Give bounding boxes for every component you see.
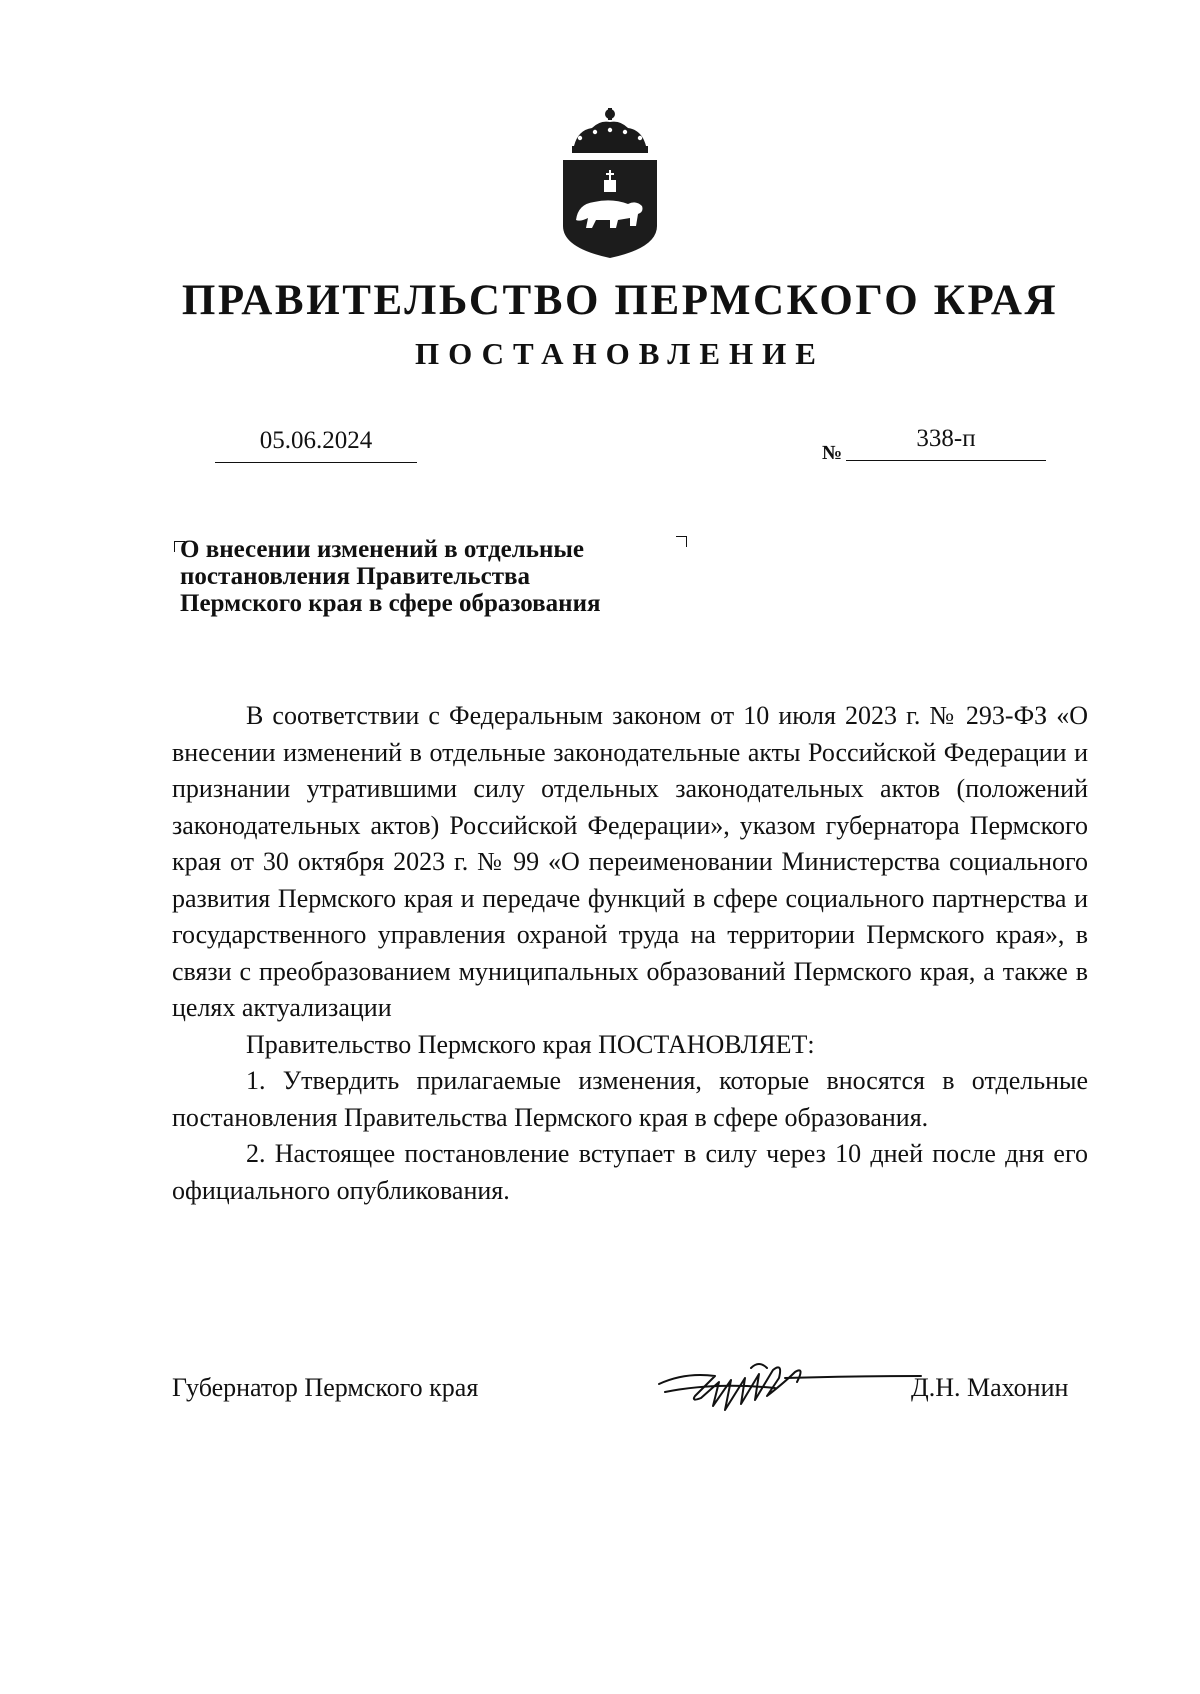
document-body (172, 698, 1088, 1209)
document-subject (180, 536, 700, 617)
coat-of-arms-icon (560, 108, 660, 260)
subject-line: О внесении изменений в отдельные (180, 536, 585, 563)
subject-line: Пермского края в сфере образования (180, 590, 601, 617)
body-paragraph-preamble: В соответствии с Федеральным законом от 10 июля 2023 г. № 293-ФЗ «О внесении изменений в отдельные законодательные акты Российской Федерации и признании утратившими силу отдельных законодательных актов (положений законодательных актов) Российской Федерации», указом губернатора Пермского края от 30 октября 2023 г. № 99 «О переименовании Министерства социального развития Пермского края и передаче функций в сфере социального партнерства и государственного управления охраной труда на территории Пермского края», в связи с преобразованием муниципальных образований Пермского края, а также в целях актуализации (172, 701, 1088, 1022)
subject-line: постановления Правительства (180, 563, 530, 590)
government-title: ПРАВИТЕЛЬСТВО ПЕРМСКОГО КРАЯ (181, 277, 1059, 324)
document-number: 338-п (846, 422, 1046, 461)
signatory-name: Д.Н. Махонин (911, 1373, 1069, 1402)
body-paragraph-resolves: Правительство Пермского края ПОСТАНОВЛЯЕТ: (246, 1029, 815, 1059)
signatory-position: Губернатор Пермского края (172, 1373, 479, 1402)
body-paragraph-item-2: 2. Настоящее постановление вступает в силу через 10 дней после дня его официального опубликования. (172, 1139, 1088, 1205)
document-date: 05.06.2024 (215, 424, 417, 463)
number-sign: № (822, 442, 843, 464)
handwritten-signature-icon (655, 1352, 925, 1422)
body-paragraph-item-1: 1. Утвердить прилагаемые изменения, которые вносятся в отдельные постановления Правительства Пермского края в сфере образования. (172, 1066, 1088, 1132)
document-type: ПОСТАНОВЛЕНИЕ (415, 336, 825, 371)
